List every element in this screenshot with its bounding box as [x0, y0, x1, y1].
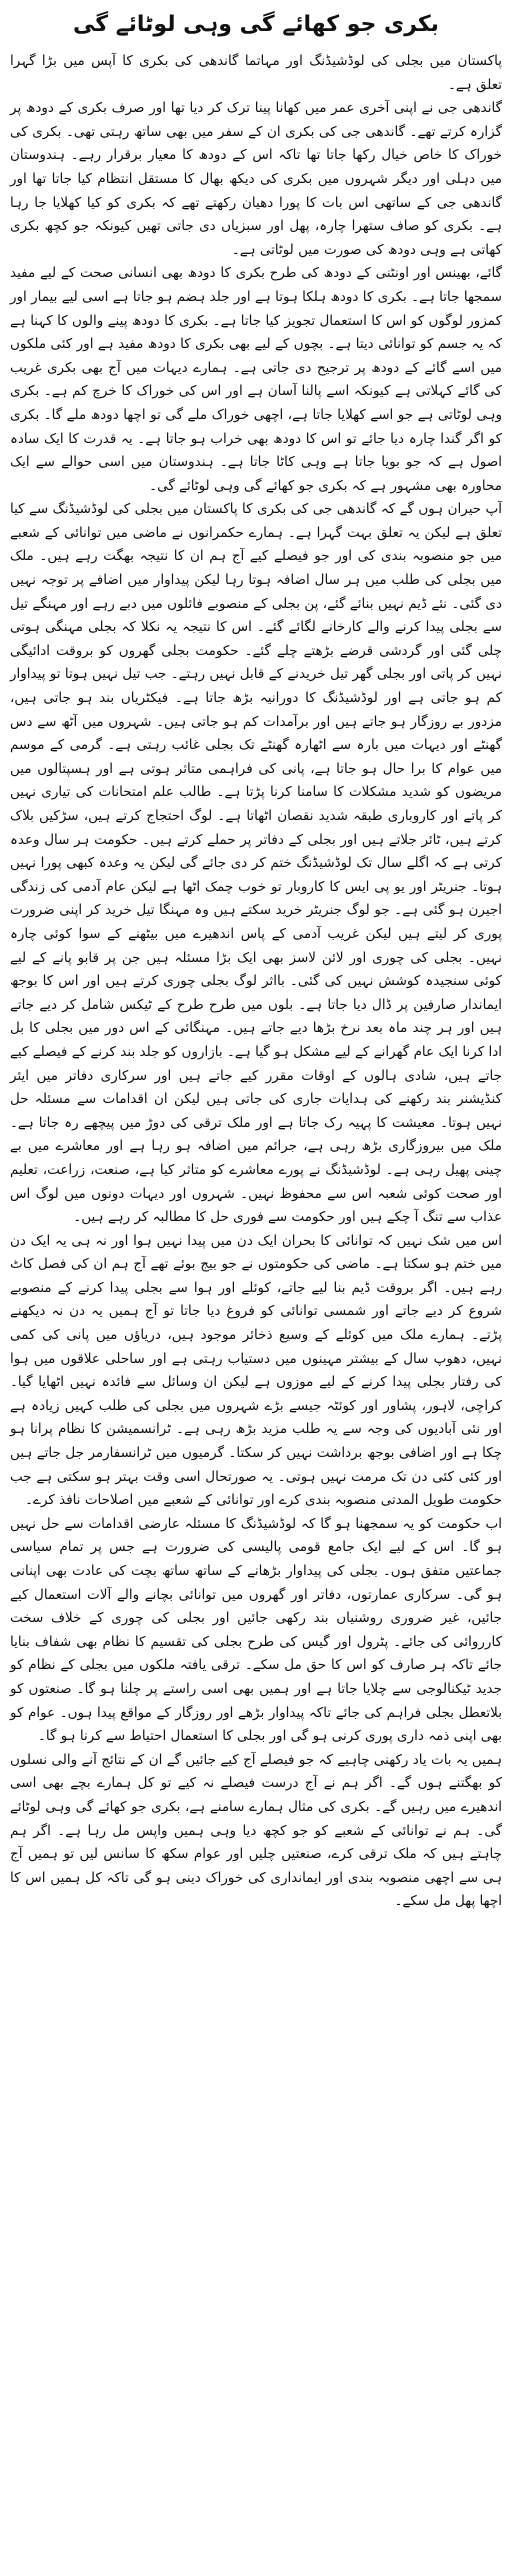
article-paragraph: ہمیں یہ بات یاد رکھنی چاہیے کہ جو فیصلے آج کیے جائیں گے ان کے نتائج آنے والی نسلوں کو بھگتنے ہوں گے۔ اگر ہم نے آج درست فیصلے نہ کیے تو کل ہمارے بچے بھی اسی اندھیرے میں رہیں گے۔ بکری کی مثال ہمارے سامنے ہے، بکری جو کھائے گی وہی لوٹائے گی۔ ہم نے توانائی کے شعبے کو جو کچھ دیا وہی ہمیں واپس مل رہا ہے۔ اگر ہم چاہتے ہیں کہ ملک ترقی کرے، صنعتیں چلیں اور عوام سکھ کا سانس لیں تو ہمیں آج ہی سے اچھی منصوبہ بندی اور ایمانداری کی خوراک دینی ہو گی تاکہ کل ہمیں اس کا اچھا پھل مل سکے۔: [10, 1751, 502, 1910]
article-paragraph: پاکستان میں بجلی کی لوڈشیڈنگ اور مہاتما گاندھی کی بکری کا آپس میں بڑا گہرا تعلق ہے۔: [10, 53, 502, 93]
article-paragraph: آپ حیران ہوں گے کہ گاندھی جی کی بکری کا پاکستان میں بجلی کی لوڈشیڈنگ سے کیا تعلق ہے لیکن یہ تعلق بہت گہرا ہے۔ ہمارے حکمرانوں نے ماضی میں توانائی کے شعبے میں جو منصوبہ بندی کی اور جو فیصلے کیے آج ہم ان کا نتیجہ بھگت رہے ہیں۔ ملک میں بجلی کی طلب میں ہر سال اضافہ ہوتا رہا لیکن پیداوار میں اضافے پر توجہ نہیں دی گئی۔ نئے ڈیم نہیں بنائے گئے، پن بجلی کے منصوبے فائلوں میں دبے رہے اور مہنگے تیل سے بجلی پیدا کرنے والے کارخانے لگائے گئے۔ اس کا نتیجہ یہ نکلا کہ بجلی مہنگی ہوتی چلی گئی اور گردشی قرضے بڑھتے چلے گئے۔ حکومت بجلی گھروں کو بروقت ادائیگی نہیں کر پاتی اور بجلی گھر تیل خریدنے کے قابل نہیں رہتے۔ جب تیل نہیں ہوتا تو پیداوار کم ہو جاتی ہے اور لوڈشیڈنگ کا دورانیہ بڑھ جاتا ہے۔ فیکٹریاں بند ہو جاتی ہیں، مزدور بے روزگار ہو جاتے ہیں اور برآمدات کم ہو جاتی ہیں۔ شہروں میں آٹھ سے دس گھنٹے اور دیہات میں بارہ سے اٹھارہ گھنٹے تک بجلی غائب رہتی ہے۔ گرمی کے موسم میں عوام کا برا حال ہو جاتا ہے، پانی کی فراہمی متاثر ہوتی ہے اور ہسپتالوں میں مریضوں کو شدید مشکلات کا سامنا کرنا پڑتا ہے۔ طالب علم امتحانات کی تیاری نہیں کر پاتے اور کاروباری طبقہ شدید نقصان اٹھاتا ہے۔ لوگ احتجاج کرتے ہیں، سڑکیں بلاک کرتے ہیں، ٹائر جلاتے ہیں اور بجلی کے دفاتر پر حملے کرتے ہیں۔ حکومت ہر سال وعدہ کرتی ہے کہ اگلے سال تک لوڈشیڈنگ ختم کر دی جائے گی لیکن یہ وعدہ کبھی پورا نہیں ہوتا۔ جنریٹر اور یو پی ایس کا کاروبار تو خوب چمک اٹھا ہے لیکن عام آدمی کی زندگی اجیرن ہو گئی ہے۔ جو لوگ جنریٹر خرید سکتے ہیں وہ مہنگا تیل خرید کر اپنی ضرورت پوری کر لیتے ہیں لیکن غریب آدمی کے پاس اندھیرے میں بیٹھنے کے سوا کوئی چارہ نہیں۔ بجلی کی چوری اور لائن لاسز بھی ایک بڑا مسئلہ ہیں جن پر قابو پانے کے لیے کوئی سنجیدہ کوشش نہیں کی گئی۔ بااثر لوگ بجلی چوری کرتے ہیں اور اس کا بوجھ ایماندار صارفین پر ڈال دیا جاتا ہے۔ بلوں میں طرح طرح کے ٹیکس شامل کر دیے جاتے ہیں اور ہر چند ماہ بعد نرخ بڑھا دیے جاتے ہیں۔ مہنگائی کے اس دور میں بجلی کا بل ادا کرنا ایک عام گھرانے کے لیے مشکل ہو گیا ہے۔ بازاروں کو جلد بند کرنے کے فیصلے کیے جاتے ہیں، شادی ہالوں کے اوقات مقرر کیے جاتے ہیں اور سرکاری دفاتر میں ایئر کنڈیشنر بند رکھنے کی ہدایات جاری کی جاتی ہیں لیکن ان اقدامات سے مسئلہ حل نہیں ہوتا۔ معیشت کا پہیہ رک جاتا ہے اور ملک ترقی کی دوڑ میں پیچھے رہ جاتا ہے۔ ملک میں بیروزگاری بڑھ رہی ہے، جرائم میں اضافہ ہو رہا ہے اور معاشرے میں بے چینی پھیل رہی ہے۔ لوڈشیڈنگ نے پورے معاشرے کو متاثر کیا ہے، صنعت، زراعت، تعلیم اور صحت کوئی شعبہ اس سے محفوظ نہیں۔ شہروں اور دیہات دونوں میں لوگ اس عذاب سے تنگ آ چکے ہیں اور حکومت سے فوری حل کا مطالبہ کر رہے ہیں۔: [10, 501, 502, 1226]
article-body: [10, 50, 502, 1914]
article-paragraph: گائے، بھینس اور اونٹنی کے دودھ کی طرح بکری کا دودھ بھی انسانی صحت کے لیے مفید سمجھا جاتا ہے۔ بکری کا دودھ ہلکا ہوتا ہے اور جلد ہضم ہو جاتا ہے اسی لیے بیمار اور کمزور لوگوں کو اس کا استعمال تجویز کیا جاتا ہے۔ بکری کا دودھ پینے والوں کا کہنا ہے کہ یہ جسم کو توانائی دیتا ہے۔ بچوں کے لیے بھی بکری کا دودھ مفید ہے اور کئی ملکوں میں اسے گائے کے دودھ پر ترجیح دی جاتی ہے۔ ہمارے دیہات میں آج بھی بکری غریب کی گائے کہلاتی ہے کیونکہ اسے پالنا آسان ہے اور اس کی خوراک کا خرچ کم ہے۔ بکری وہی لوٹاتی ہے جو اسے کھلایا جاتا ہے، اچھی خوراک ملے گی تو اچھا دودھ ملے گا۔ بکری کو اگر گندا چارہ دیا جائے تو اس کا دودھ بھی خراب ہو جاتا ہے۔ یہ قدرت کا ایک سادہ اصول ہے کہ جو بویا جاتا ہے وہی کاٹا جاتا ہے۔ ہندوستان میں اسی حوالے سے ایک محاورہ بھی مشہور ہے کہ بکری جو کھائے گی وہی لوٹائے گی۔: [10, 265, 502, 494]
article-paragraph: اس میں شک نہیں کہ توانائی کا بحران ایک دن میں پیدا نہیں ہوا اور نہ ہی یہ ایک دن میں ختم ہو سکتا ہے۔ ماضی کی حکومتوں نے جو بیج بوئے تھے آج ہم ان کی فصل کاٹ رہے ہیں۔ اگر بروقت ڈیم بنا لیے جاتے، کوئلے اور ہوا سے بجلی پیدا کرنے کے منصوبے شروع کر دیے جاتے اور شمسی توانائی کو فروغ دیا جاتا تو آج ہمیں یہ دن نہ دیکھنے پڑتے۔ ہمارے ملک میں کوئلے کے وسیع ذخائر موجود ہیں، دریاؤں میں پانی کی کمی نہیں، دھوپ سال کے بیشتر مہینوں میں دستیاب رہتی ہے اور ساحلی علاقوں میں ہوا کی رفتار بجلی پیدا کرنے کے لیے موزوں ہے لیکن ان وسائل سے فائدہ نہیں اٹھایا گیا۔ کراچی، لاہور، پشاور اور کوئٹہ جیسے بڑے شہروں میں بجلی کی طلب کہیں زیادہ ہے اور نئی آبادیوں کی وجہ سے یہ طلب مزید بڑھ رہی ہے۔ ٹرانسمیشن کا نظام پرانا ہو چکا ہے اور اضافی بوجھ برداشت نہیں کر سکتا۔ گرمیوں میں ٹرانسفارمر جل جاتے ہیں اور کئی کئی دن تک مرمت نہیں ہوتی۔ یہ صورتحال اسی وقت بہتر ہو سکتی ہے جب حکومت طویل المدتی منصوبہ بندی کرے اور توانائی کے شعبے میں اصلاحات نافذ کرے۔: [10, 1232, 502, 1509]
article-headline: بکری جو کھائے گی وہی لوٹائے گی: [73, 12, 439, 37]
article-paragraph: گاندھی جی نے اپنی آخری عمر میں کھانا پینا ترک کر دیا تھا اور صرف بکری کے دودھ پر گزارہ کرتے تھے۔ گاندھی جی کی بکری ان کے سفر میں بھی ساتھ رہتی تھی۔ بکری کی خوراک کا خاص خیال رکھا جاتا تھا تاکہ اس کے دودھ کا معیار برقرار رہے۔ ہندوستان میں دہلی اور دیگر شہروں میں بکری کی دیکھ بھال کا مستقل انتظام کیا جاتا تھا اور گاندھی جی کے ساتھی اس بات کا پورا دھیان رکھتے تھے کہ بکری کو کیا کھلایا جا رہا ہے۔ بکری کو صاف ستھرا چارہ، پھل اور سبزیاں دی جاتی تھیں کیونکہ جو کچھ بکری کھاتی ہے وہی دودھ کی صورت میں لوٹاتی ہے۔: [10, 100, 502, 258]
article-paragraph: اب حکومت کو یہ سمجھنا ہو گا کہ لوڈشیڈنگ کا مسئلہ عارضی اقدامات سے حل نہیں ہو گا۔ اس کے لیے ایک جامع قومی پالیسی کی ضرورت ہے جس پر تمام سیاسی جماعتیں متفق ہوں۔ بجلی کی پیداوار بڑھانے کے ساتھ ساتھ بچت کی عادت بھی اپنانی ہو گی۔ سرکاری عمارتوں، دفاتر اور گھروں میں توانائی بچانے والے آلات استعمال کیے جائیں، غیر ضروری روشنیاں بند رکھی جائیں اور بجلی کی چوری کے خلاف سخت کارروائی کی جائے۔ پٹرول اور گیس کی طرح بجلی کی تقسیم کا نظام بھی شفاف بنایا جائے تاکہ ہر صارف کو اس کا حق مل سکے۔ ترقی یافتہ ملکوں میں بجلی کے نظام کو جدید ٹیکنالوجی سے چلایا جاتا ہے اور ہمیں بھی اسی راستے پر چلنا ہو گا۔ صنعتوں کو بلاتعطل بجلی فراہم کی جائے تاکہ پیداوار بڑھے اور روزگار کے مواقع پیدا ہوں۔ عوام کو بھی اپنی ذمہ داری پوری کرنی ہو گی اور بجلی کا استعمال احتیاط سے کرنا ہو گا۔: [10, 1515, 502, 1745]
